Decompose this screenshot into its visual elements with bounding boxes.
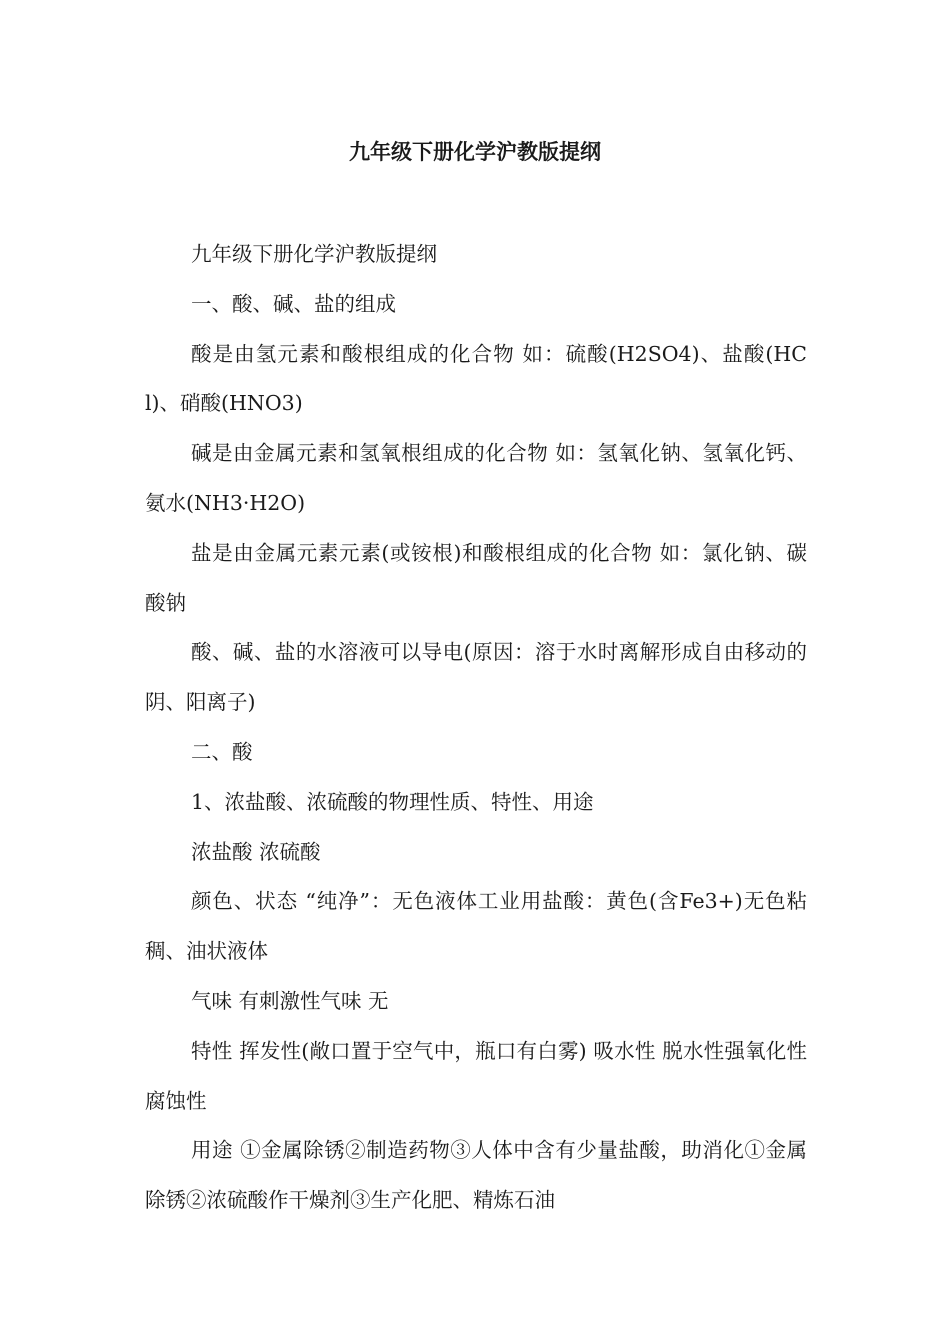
paragraph-characteristics: 特性 挥发性(敞口置于空气中，瓶口有白雾) 吸水性 脱水性强氧化性 腐蚀性 — [145, 1038, 807, 1113]
paragraph-base-definition: 碱是由金属元素和氢氧根组成的化合物 如：氢氧化钠、氢氧化钙、氨水(NH3·H2O) — [145, 441, 807, 515]
paragraph-conductivity: 酸、碱、盐的水溶液可以导电(原因：溶于水时离解形成自由移动的阴、阳离子) — [145, 640, 807, 715]
section-heading-composition: 一、酸、碱、盐的组成 — [191, 291, 396, 316]
paragraph-acid-definition: 酸是由氢元素和酸根组成的化合物 如：硫酸(H2SO4)、盐酸(HCl)、硝酸(HNO3) — [145, 341, 807, 416]
paragraph-odor: 气味 有刺激性气味 无 — [191, 988, 389, 1013]
paragraph-salt-definition: 盐是由金属元素元素(或铵根)和酸根组成的化合物 如：氯化钠、碳酸钠 — [145, 540, 807, 615]
paragraph-uses: 用途 ①金属除锈②制造药物③人体中含有少量盐酸，助消化①金属除锈②浓硫酸作干燥剂③生产化肥、精炼石油 — [145, 1138, 807, 1213]
paragraph-subtitle: 九年级下册化学沪教版提纲 — [191, 242, 437, 266]
document-body — [145, 230, 807, 1226]
section-heading-acid: 二、酸 — [191, 739, 253, 764]
subsection-heading-properties: 1、浓盐酸、浓硫酸的物理性质、特性、用途 — [191, 789, 594, 814]
page-title: 九年级下册化学沪教版提纲 — [349, 140, 601, 164]
paragraph-column-headers: 浓盐酸 浓硫酸 — [191, 839, 321, 864]
paragraph-color-state: 颜色、状态 “纯净”：无色液体工业用盐酸：黄色(含Fe3+)无色粘稠、油状液体 — [145, 889, 807, 964]
